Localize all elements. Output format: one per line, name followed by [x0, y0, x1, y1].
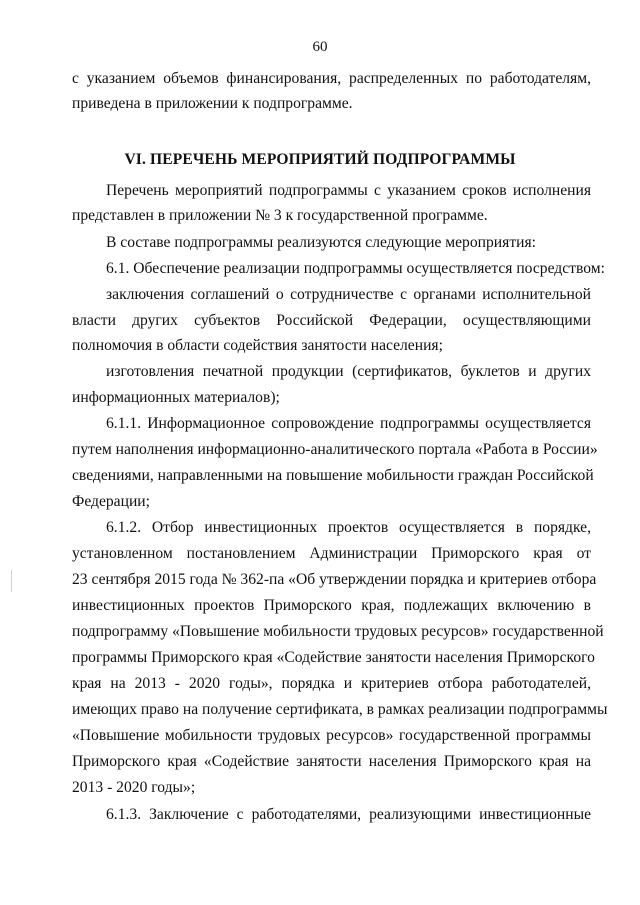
page-number: 60	[312, 39, 328, 55]
paragraph-line: 6.1.3. Заключение с работодателями, реализующими инвестиционные	[106, 806, 591, 823]
scan-margin-mark	[11, 570, 12, 592]
paragraph-line: установленном постановлением Администрации Приморского края от	[72, 545, 591, 562]
paragraph-line: края на 2013 - 2020 годы», порядка и критериев отбора работодателей,	[72, 675, 591, 692]
paragraph-line: 2013 - 2020 годы»;	[72, 779, 196, 796]
section-heading: VI. ПЕРЕЧЕНЬ МЕРОПРИЯТИЙ ПОДПРОГРАММЫ	[124, 151, 516, 168]
paragraph-line: 6.1.2. Отбор инвестиционных проектов осуществляется в порядке,	[106, 519, 591, 536]
paragraph-line: Федерации;	[72, 493, 150, 510]
paragraph-line: 6.1. Обеспечение реализации подпрограммы осуществляется посредством:	[106, 260, 605, 277]
paragraph-line: приведена в приложении к подпрограмме.	[72, 95, 353, 112]
paragraph-line: изготовления печатной продукции (сертификатов, буклетов и других	[106, 363, 591, 380]
paragraph-line: заключения соглашений о сотрудничестве с органами исполнительной	[106, 286, 591, 303]
paragraph-line: В составе подпрограммы реализуются следующие мероприятия:	[106, 234, 536, 251]
paragraph-line: путем наполнения информационно-аналитического портала «Работа в России»	[72, 441, 598, 458]
paragraph-line: Перечень мероприятий подпрограммы с указанием сроков исполнения	[106, 182, 591, 199]
paragraph-line: подпрограмму «Повышение мобильности трудовых ресурсов» государственной	[72, 623, 604, 640]
paragraph-line: имеющих право на получение сертификата, в рамках реализации подпрограммы	[72, 701, 608, 718]
paragraph-line: программы Приморского края «Содействие занятости населения Приморского	[72, 649, 595, 666]
paragraph-line: информационных материалов);	[72, 389, 280, 406]
paragraph-line: представлен в приложении № 3 к государственной программе.	[72, 207, 488, 224]
paragraph-line: 6.1.1. Информационное сопровождение подпрограммы осуществляется	[106, 415, 591, 432]
paragraph-line: Приморского края «Содействие занятости населения Приморского края на	[72, 753, 591, 770]
paragraph-line: «Повышение мобильности трудовых ресурсов» государственной программы	[72, 727, 591, 744]
paragraph-line: сведениями, направленными на повышение мобильности граждан Российской	[72, 467, 594, 484]
paragraph-line: 23 сентября 2015 года № 362-па «Об утверждении порядка и критериев отбора	[72, 571, 597, 588]
paragraph-line: власти других субъектов Российской Федерации, осуществляющими	[72, 312, 591, 329]
paragraph-line: полномочия в области содействия занятости населения;	[72, 337, 443, 354]
paragraph-line: инвестиционных проектов Приморского края, подлежащих включению в	[72, 597, 591, 614]
paragraph-line: с указанием объемов финансирования, распределенных по работодателям,	[72, 70, 591, 87]
